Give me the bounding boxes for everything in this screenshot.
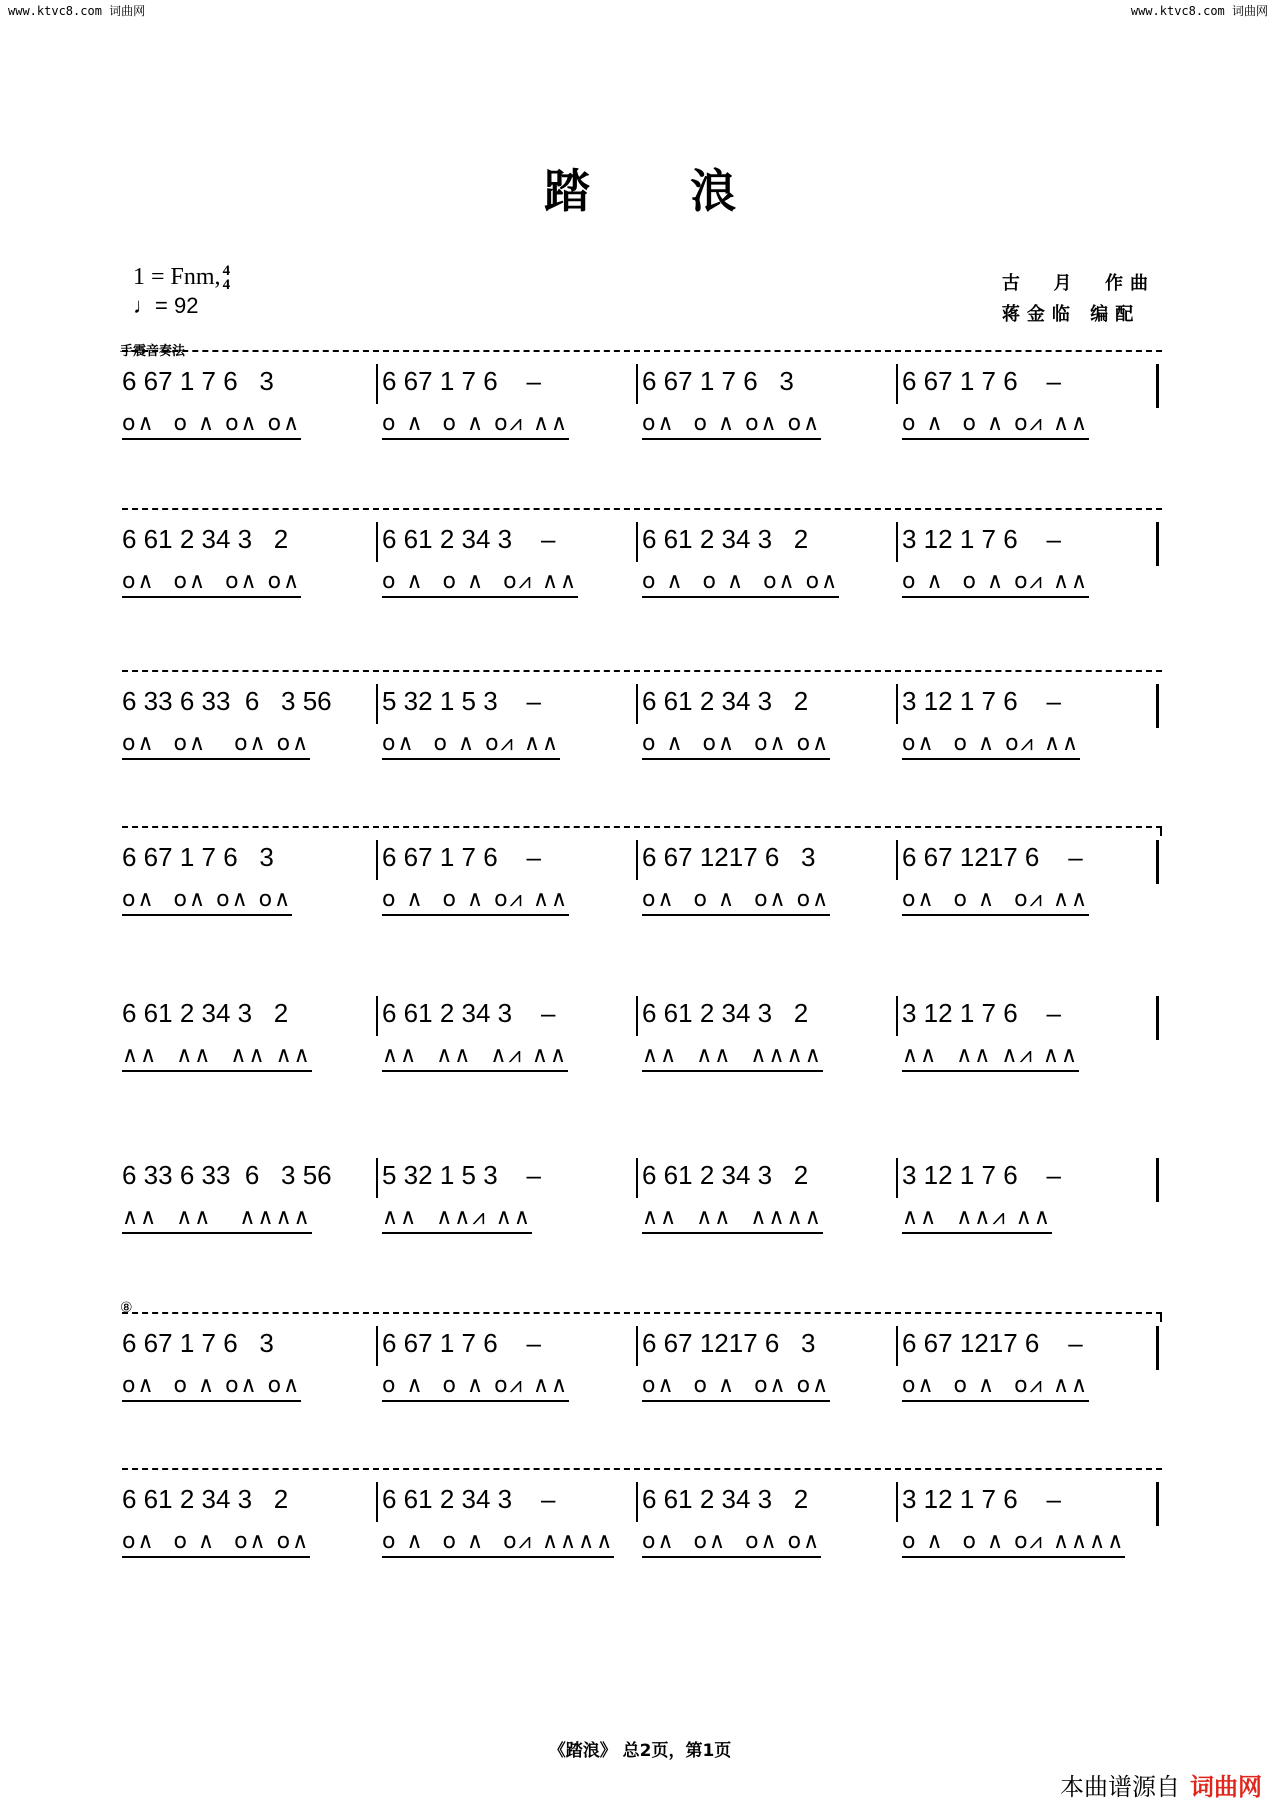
score-system <box>122 670 1162 790</box>
score-system <box>122 982 1162 1102</box>
technique-marks: o ∧ o∧ o∧ o∧ <box>642 730 830 760</box>
bar-line <box>1156 840 1159 884</box>
technique-row <box>122 1204 1162 1234</box>
technique-marks: o∧ o∧ o∧ o∧ <box>122 886 292 916</box>
technique-row <box>122 886 1162 916</box>
technique-marks: o∧ o ∧ o⩘ ∧∧ <box>902 886 1089 916</box>
measure: 6 61 2 34 3 2 <box>122 524 289 554</box>
technique-marks: o ∧ o ∧ o⩘ ∧∧ <box>902 568 1089 598</box>
measure: 6 61 2 34 3 2 <box>642 524 809 554</box>
bar-line <box>1156 364 1159 408</box>
measure: 6 67 1 7 6 – <box>902 366 1062 396</box>
technique-marks: ∧∧ ∧∧⩘ ∧∧ <box>382 1204 532 1234</box>
bar-line <box>896 840 898 880</box>
bar-line <box>636 840 638 880</box>
technique-marks: o∧ o ∧ o⩘ ∧∧ <box>902 1372 1089 1402</box>
measure: 6 67 1 7 6 3 <box>122 366 274 396</box>
score-system <box>122 350 1162 470</box>
song-title: 踏浪 <box>544 164 836 218</box>
measure: 6 67 1 7 6 3 <box>642 366 794 396</box>
measure: 6 33 6 33 6 3 56 <box>122 686 332 716</box>
bar-line <box>896 1326 898 1366</box>
measure: 3 12 1 7 6 – <box>902 524 1062 554</box>
measure: 6 67 1217 6 3 <box>642 842 816 872</box>
octave-mark: ⑧ <box>120 1300 133 1316</box>
bar-line <box>376 1326 378 1366</box>
measure: 3 12 1 7 6 – <box>902 1160 1062 1190</box>
technique-marks: o∧ o∧ o∧ o∧ <box>122 730 310 760</box>
technique-marks: o∧ o ∧ o∧ o∧ <box>642 410 821 440</box>
technique-marks: o ∧ o ∧ o⩘ ∧∧ <box>382 886 569 916</box>
technique-marks: o∧ o ∧ o∧ o∧ <box>122 1372 301 1402</box>
measure: 6 61 2 34 3 – <box>382 998 556 1028</box>
measure: 6 61 2 34 3 2 <box>642 998 809 1028</box>
technique-marks: o ∧ o ∧ o⩘ ∧∧ <box>382 568 578 598</box>
technique-marks: o ∧ o ∧ o⩘ ∧∧∧∧ <box>902 1528 1125 1558</box>
technique-marks: o∧ o ∧ o∧ o∧ <box>122 410 301 440</box>
technique-marks: o ∧ o ∧ o⩘ ∧∧ <box>902 410 1089 440</box>
bar-line <box>376 522 378 562</box>
bar-line <box>636 1158 638 1198</box>
measure: 3 12 1 7 6 – <box>902 686 1062 716</box>
bar-line <box>896 684 898 724</box>
bar-line <box>376 1482 378 1522</box>
technique-extension-line <box>122 508 1162 510</box>
technique-marks: ∧∧ ∧∧ ∧∧ ∧∧ <box>122 1042 312 1072</box>
bar-line <box>376 1158 378 1198</box>
notation-row <box>122 364 1162 398</box>
notation-row <box>122 996 1162 1030</box>
technique-extension-line <box>122 826 1162 828</box>
measure: 6 61 2 34 3 – <box>382 1484 556 1514</box>
score-system <box>120 1300 1162 1432</box>
bar-line <box>636 1326 638 1366</box>
key-label: 1 = Fnm, <box>133 264 221 290</box>
bar-line <box>896 1158 898 1198</box>
bar-line <box>1156 684 1159 728</box>
measure: 6 61 2 34 3 2 <box>642 1160 809 1190</box>
bar-line <box>636 522 638 562</box>
notation-row <box>122 522 1162 556</box>
bar-line <box>636 364 638 404</box>
technique-row <box>122 730 1162 760</box>
technique-marks: o∧ o ∧ o∧ o∧ <box>642 886 830 916</box>
technique-marks: o ∧ o ∧ o⩘ ∧∧ <box>382 410 569 440</box>
source-label: 本曲谱源自 <box>1060 1773 1180 1801</box>
measure: 6 61 2 34 3 2 <box>122 998 289 1028</box>
bar-line <box>376 840 378 880</box>
arranger-credit: 蒋金临 编配 <box>1001 304 1141 325</box>
measure: 6 67 1217 6 – <box>902 842 1083 872</box>
bar-line <box>376 684 378 724</box>
notation-row <box>122 1482 1162 1516</box>
bar-line <box>1156 1158 1159 1202</box>
measure: 3 12 1 7 6 – <box>902 1484 1062 1514</box>
measure: 5 32 1 5 3 – <box>382 686 542 716</box>
technique-extension-line <box>122 670 1162 672</box>
technique-marks: o∧ o ∧ o∧ o∧ <box>642 1372 830 1402</box>
bar-line <box>636 1482 638 1522</box>
measure: 3 12 1 7 6 – <box>902 998 1062 1028</box>
bar-line <box>896 996 898 1036</box>
measure: 6 67 1217 6 – <box>902 1328 1083 1358</box>
notation-row <box>122 1158 1162 1192</box>
tempo-marking: ♩= 92 <box>133 293 199 318</box>
score-system <box>122 508 1162 628</box>
technique-marks: o∧ o ∧ o⩘ ∧∧ <box>902 730 1080 760</box>
time-signature: 4 4 <box>222 263 231 294</box>
bar-line <box>1156 522 1159 566</box>
notation-row <box>122 1326 1162 1360</box>
technique-row <box>122 1042 1162 1072</box>
technique-marks: o∧ o∧ o∧ o∧ <box>122 568 301 598</box>
notation-row <box>122 840 1162 874</box>
bar-line <box>1156 996 1159 1040</box>
bar-line <box>896 1482 898 1522</box>
technique-marks: o ∧ o ∧ o⩘ ∧∧∧∧ <box>382 1528 614 1558</box>
technique-marks: ∧∧ ∧∧ ∧∧∧∧ <box>642 1204 823 1234</box>
bar-line <box>636 996 638 1036</box>
bar-line <box>896 522 898 562</box>
technique-label: 手震音奏法 <box>120 344 186 359</box>
measure: 6 67 1217 6 3 <box>642 1328 816 1358</box>
technique-row <box>122 1528 1162 1558</box>
measure: 6 61 2 34 3 2 <box>642 686 809 716</box>
bar-line <box>1156 1482 1159 1526</box>
technique-marks: o∧ o ∧ o∧ o∧ <box>122 1528 310 1558</box>
bar-line <box>376 996 378 1036</box>
bar-line <box>896 364 898 404</box>
technique-extension-line <box>122 1468 1162 1470</box>
technique-marks: o ∧ o ∧ o∧ o∧ <box>642 568 839 598</box>
key-signature <box>133 264 230 292</box>
bar-line <box>1156 1326 1159 1370</box>
site-url-left: www.ktvc8.com 词曲网 <box>8 4 146 18</box>
technique-row <box>122 568 1162 598</box>
measure: 6 67 1 7 6 – <box>382 842 542 872</box>
score-system <box>122 826 1162 946</box>
technique-marks: ∧∧ ∧∧ ∧∧∧∧ <box>122 1204 312 1234</box>
measure: 6 67 1 7 6 3 <box>122 842 274 872</box>
technique-marks: ∧∧ ∧∧ ∧⩘ ∧∧ <box>382 1042 568 1072</box>
source-credit <box>1060 1767 1262 1802</box>
score-system <box>122 1468 1162 1588</box>
bar-line <box>376 364 378 404</box>
bar-line <box>636 684 638 724</box>
credits <box>1002 268 1155 330</box>
measure: 5 32 1 5 3 – <box>382 1160 542 1190</box>
technique-extension-line <box>122 350 1162 352</box>
measure: 6 61 2 34 3 2 <box>122 1484 289 1514</box>
notation-row <box>122 684 1162 718</box>
technique-extension-line <box>122 1312 1162 1314</box>
site-url-right: www.ktvc8.com 词曲网 <box>1130 4 1268 18</box>
composer-credit: 古 月 作曲 <box>1001 273 1155 294</box>
technique-marks: o∧ o ∧ o⩘ ∧∧ <box>382 730 560 760</box>
measure: 6 67 1 7 6 – <box>382 1328 542 1358</box>
technique-row <box>122 410 1162 440</box>
measure: 6 67 1 7 6 3 <box>122 1328 274 1358</box>
page-footer: 《踏浪》 总2页，第1页 <box>548 1741 732 1761</box>
technique-row <box>122 1372 1162 1402</box>
technique-marks: ∧∧ ∧∧⩘ ∧∧ <box>902 1204 1052 1234</box>
measure: 6 67 1 7 6 – <box>382 366 542 396</box>
score-system <box>122 1144 1162 1264</box>
technique-marks: ∧∧ ∧∧ ∧⩘ ∧∧ <box>902 1042 1079 1072</box>
technique-marks: o∧ o∧ o∧ o∧ <box>642 1528 821 1558</box>
measure: 6 33 6 33 6 3 56 <box>122 1160 332 1190</box>
technique-marks: ∧∧ ∧∧ ∧∧∧∧ <box>642 1042 823 1072</box>
technique-marks: o ∧ o ∧ o⩘ ∧∧ <box>382 1372 569 1402</box>
source-brand: 词曲网 <box>1190 1773 1262 1801</box>
measure: 6 61 2 34 3 – <box>382 524 556 554</box>
measure: 6 61 2 34 3 2 <box>642 1484 809 1514</box>
